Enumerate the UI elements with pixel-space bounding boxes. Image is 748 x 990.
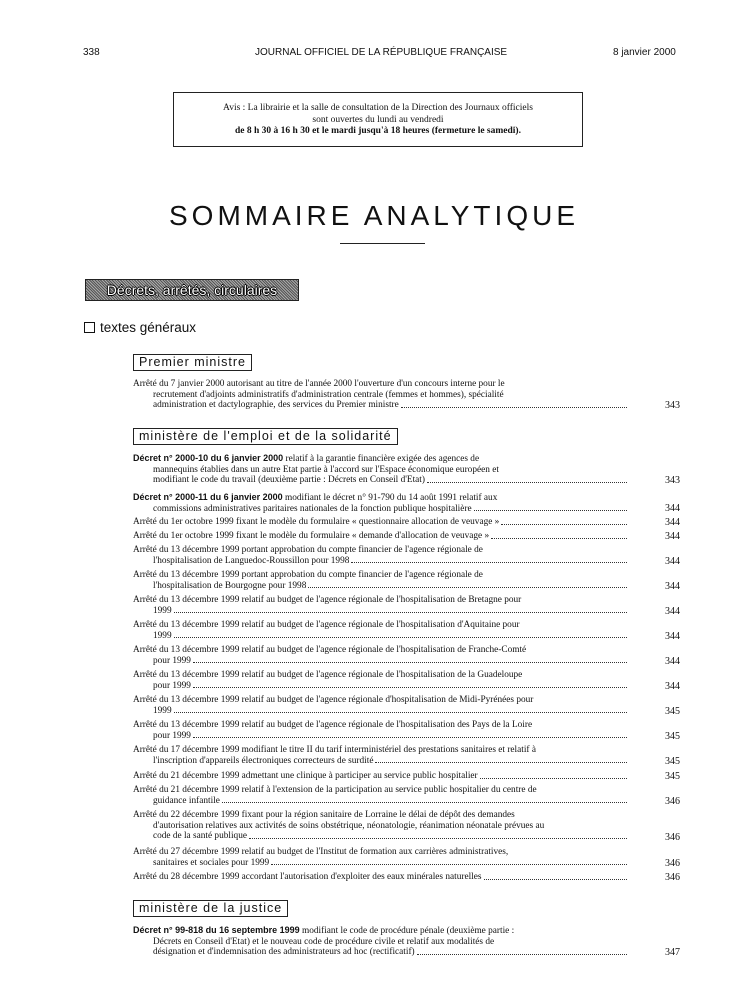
page-ref: 345 <box>665 756 680 767</box>
page-number: 338 <box>83 47 100 58</box>
entry-text <box>133 492 629 504</box>
entry-text: modifiant le code du travail (deuxième partie : Décrets en Conseil d'Etat) <box>153 475 425 486</box>
page-ref: 346 <box>665 832 680 843</box>
list-item <box>133 492 629 514</box>
entry-text <box>133 400 629 411</box>
page-ref: 344 <box>665 517 680 528</box>
entry-text <box>133 872 629 883</box>
entry-text: mannequins établies dans un autre Etat partie à l'accord sur l'Espace économique européen et <box>153 464 499 475</box>
entry-text: l'inscription d'appareils électroniques correcteurs de surdité <box>153 755 374 766</box>
dot-leader <box>193 731 627 739</box>
entry-text <box>133 504 629 515</box>
entry-text: Arrêté du 13 décembre 1999 portant approbation du compte financier de l'agence régionale de <box>133 545 483 555</box>
entry-text: Arrêté du 13 décembre 1999 relatif au budget de l'agence régionale de l'hospitalisation d'Aquitaine pour <box>133 620 520 630</box>
page-ref: 343 <box>665 400 680 411</box>
entry-text: Arrêté du 22 décembre 1999 fixant pour la région sanitaire de Lorraine le délai de dépôt des demandes <box>133 810 515 820</box>
entry-text: Arrêté du 1er octobre 1999 fixant le modèle du formulaire « demande d'allocation de veuvage » <box>133 531 490 541</box>
entry-text <box>133 731 629 742</box>
entry-text: Arrêté du 13 décembre 1999 relatif au budget de l'agence régionale de l'hospitalisation de Franche-Comté <box>133 645 527 655</box>
page-ref: 344 <box>665 606 680 617</box>
list-item <box>133 925 629 958</box>
list-item <box>133 517 629 528</box>
dot-leader <box>351 556 627 564</box>
page-ref: 346 <box>665 858 680 869</box>
title-divider <box>340 243 425 244</box>
entry-text: d'autorisation relatives aux activités de soins obstétrique, néonatologie, réanimation néonatale prévues au <box>153 820 545 831</box>
entry-text: Arrêté du 13 décembre 1999 portant approbation du compte financier de l'agence régionale de <box>133 570 483 580</box>
entry-text <box>133 706 629 717</box>
entry-text: Arrêté du 13 décembre 1999 relatif au budget de l'agence régionale d'hospitalisation de Midi-Pyrénées pour <box>133 695 534 705</box>
list-item <box>133 847 629 868</box>
entry-text <box>133 556 629 567</box>
entry-text <box>133 581 629 592</box>
dot-leader <box>484 872 628 880</box>
list-item <box>133 745 629 766</box>
dot-leader <box>427 475 627 483</box>
entry-text: administration et dactylographie, des services du Premier ministre <box>153 400 399 411</box>
section-premier-ministre: Premier ministre <box>133 354 252 371</box>
entry-text: modifiant le code de procédure pénale (deuxième partie : <box>302 926 515 936</box>
entry-text <box>133 831 629 842</box>
list-item <box>133 545 629 566</box>
list-item <box>133 771 629 782</box>
list-item <box>133 379 629 411</box>
page-ref: 343 <box>665 475 680 486</box>
entry-text <box>133 475 629 486</box>
entry-text <box>133 606 629 617</box>
checkbox-icon <box>84 322 95 333</box>
entry-text: guidance infantile <box>153 795 220 806</box>
dot-leader <box>308 581 627 589</box>
entry-text: 1999 <box>153 630 172 641</box>
entry-text <box>133 531 629 542</box>
dot-leader <box>491 531 627 539</box>
entry-text: l'hospitalisation de Languedoc-Roussillon pour 1998 <box>153 555 350 566</box>
dot-leader <box>174 706 627 714</box>
entry-text: 1999 <box>153 605 172 616</box>
entry-text <box>133 631 629 642</box>
section-emploi-solidarite: ministère de l'emploi et de la solidarité <box>133 428 398 445</box>
decree-reference: Décret n° 99-818 du 16 septembre 1999 <box>133 925 300 935</box>
entry-text <box>133 656 629 667</box>
dot-leader <box>401 400 627 408</box>
entry-text: Arrêté du 13 décembre 1999 relatif au budget de l'agence régionale de l'hospitalisation de Bretagne pour <box>133 595 522 605</box>
dot-leader <box>193 656 627 664</box>
entry-text: Arrêté du 1er octobre 1999 fixant le modèle du formulaire « questionnaire allocation de veuvage » <box>133 517 500 527</box>
list-item <box>133 810 629 842</box>
list-item <box>133 872 629 883</box>
dot-leader <box>501 517 627 525</box>
page-ref: 344 <box>665 656 680 667</box>
section-justice: ministère de la justice <box>133 900 288 917</box>
list-item <box>133 645 629 666</box>
entry-text <box>133 453 629 465</box>
entry-text: Arrêté du 17 décembre 1999 modifiant le titre II du tarif interministériel des prestations sanitaires et relatif à <box>133 745 536 755</box>
entry-text <box>133 925 629 937</box>
entry-text: recrutement d'adjoints administratifs d'administration centrale (femmes et hommes), spécialité <box>153 389 504 400</box>
entry-text <box>133 517 629 528</box>
notice-line: de 8 h 30 à 16 h 30 et le mardi jusqu'à 18 heures (fermeture le samedi). <box>235 126 521 136</box>
entry-text: relatif à la garantie financière exigée des agences de <box>285 454 480 464</box>
entry-text: Décrets en Conseil d'Etat) et le nouveau code de procédure civile et relatif aux modalités de <box>153 936 495 947</box>
list-item <box>133 453 629 486</box>
journal-title: JOURNAL OFFICIEL DE LA RÉPUBLIQUE FRANÇAISE <box>255 47 508 58</box>
entry-text: Arrêté du 21 décembre 1999 relatif à l'extension de la participation au service public hospitalier du centre de <box>133 785 537 795</box>
entry-text: pour 1999 <box>153 655 191 666</box>
dot-leader <box>174 631 627 639</box>
entry-text <box>133 858 629 869</box>
page-title: SOMMAIRE ANALYTIQUE <box>169 200 579 231</box>
dot-leader <box>193 681 627 689</box>
page-ref: 344 <box>665 531 680 542</box>
page-ref: 344 <box>665 681 680 692</box>
entry-text: Arrêté du 13 décembre 1999 relatif au budget de l'agence régionale de l'hospitalisation des Pays de la Loire <box>133 720 533 730</box>
entry-text: code de la santé publique <box>153 831 247 842</box>
list-item <box>133 785 629 806</box>
entry-text: sanitaires et sociales pour 1999 <box>153 857 270 868</box>
entry-text: désignation et d'indemnisation des administrateurs ad hoc (rectificatif) <box>153 947 415 958</box>
issue-date: 8 janvier 2000 <box>613 47 676 58</box>
page-ref: 344 <box>665 581 680 592</box>
dot-leader <box>375 756 627 764</box>
page-ref: 345 <box>665 771 680 782</box>
entry-text: Arrêté du 27 décembre 1999 relatif au budget de l'Institut de formation aux carrières administratives, <box>133 847 509 857</box>
entry-text <box>133 796 629 807</box>
page-ref: 344 <box>665 556 680 567</box>
entry-text <box>133 771 629 782</box>
decree-reference: Décret n° 2000-11 du 6 janvier 2000 <box>133 492 283 502</box>
section-banner: Décrets, arrêtés, circulaires <box>85 279 299 301</box>
list-item <box>133 531 629 542</box>
dot-leader <box>271 858 627 866</box>
page-ref: 344 <box>665 631 680 642</box>
page-ref: 346 <box>665 796 680 807</box>
list-item <box>133 695 629 716</box>
page-ref: 347 <box>665 947 680 958</box>
entry-text <box>133 947 629 958</box>
entry-text: modifiant le décret n° 91-790 du 14 août 1991 relatif aux <box>285 493 498 503</box>
entry-text: pour 1999 <box>153 680 191 691</box>
entry-text: pour 1999 <box>153 730 191 741</box>
entry-text <box>133 681 629 692</box>
dot-leader <box>174 606 627 614</box>
decree-reference: Décret n° 2000-10 du 6 janvier 2000 <box>133 453 284 463</box>
notice-box <box>173 92 583 147</box>
category-label: textes généraux <box>100 320 197 335</box>
entry-text: Arrêté du 13 décembre 1999 relatif au budget de l'agence régionale de l'hospitalisation de la Guadeloupe <box>133 670 523 680</box>
list-item <box>133 670 629 691</box>
list-item <box>133 595 629 616</box>
entry-text: l'hospitalisation de Bourgogne pour 1998 <box>153 580 307 591</box>
notice-line: sont ouvertes du lundi au vendredi <box>312 114 444 125</box>
category-heading <box>84 320 196 335</box>
list-item <box>133 720 629 741</box>
list-item <box>133 620 629 641</box>
page-ref: 345 <box>665 731 680 742</box>
notice-line: Avis : La librairie et la salle de consultation de la Direction des Journaux officiels <box>223 103 533 113</box>
entry-text: commissions administratives paritaires nationales de la fonction publique hospitalière <box>153 503 472 514</box>
entry-text: Arrêté du 21 décembre 1999 admettant une clinique à participer au service public hospitalier <box>133 771 478 781</box>
dot-leader <box>222 796 627 804</box>
dot-leader <box>480 771 627 779</box>
list-item <box>133 570 629 591</box>
dot-leader <box>474 504 627 512</box>
entry-text: Arrêté du 7 janvier 2000 autorisant au titre de l'année 2000 l'ouverture d'un concours interne pour le <box>133 379 505 389</box>
entry-text: 1999 <box>153 705 172 716</box>
dot-leader <box>249 831 627 839</box>
page-ref: 345 <box>665 706 680 717</box>
page-ref: 344 <box>665 503 680 514</box>
dot-leader <box>417 947 627 955</box>
entry-text <box>133 756 629 767</box>
entry-text: Arrêté du 28 décembre 1999 accordant l'autorisation d'exploiter des eaux minérales naturelles <box>133 872 482 882</box>
page-ref: 346 <box>665 872 680 883</box>
